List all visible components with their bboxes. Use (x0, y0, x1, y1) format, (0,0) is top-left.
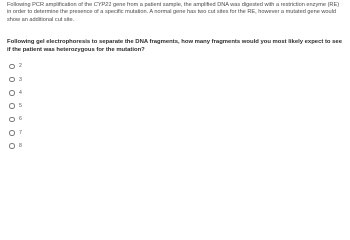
radio-button-icon[interactable] (9, 117, 15, 123)
answer-option[interactable] (9, 100, 344, 113)
answer-option[interactable] (9, 60, 344, 73)
answer-option[interactable] (9, 139, 344, 152)
answer-options (9, 60, 344, 153)
intro-text-part1: Following PCR amplification of the (7, 2, 94, 8)
answer-option-label: 6 (19, 116, 22, 123)
answer-option-label: 8 (19, 143, 22, 150)
radio-button-icon[interactable] (9, 90, 15, 96)
answer-option[interactable] (9, 86, 344, 99)
question-prompt (7, 38, 344, 54)
answer-option-label: 5 (19, 103, 22, 110)
radio-button-icon[interactable] (9, 77, 15, 83)
answer-option-label: 7 (19, 129, 22, 136)
answer-option-label: 2 (19, 63, 22, 70)
radio-button-icon[interactable] (9, 64, 15, 70)
gene-name: CYP21 (93, 2, 112, 8)
answer-option[interactable] (9, 126, 344, 139)
prompt-text: Following gel electrophoresis to separate the DNA fragments, how many fragments would you most likely expect to see if the patient was heterozygous for the mutation? (7, 39, 342, 54)
radio-button-icon[interactable] (9, 130, 15, 136)
answer-option-label: 4 (19, 89, 22, 96)
radio-button-icon[interactable] (9, 143, 15, 149)
answer-option[interactable] (9, 113, 344, 126)
question-intro (7, 2, 344, 24)
answer-option-label: 3 (19, 76, 22, 83)
radio-button-icon[interactable] (9, 103, 15, 109)
intro-text-part2: gene from a patient sample, the amplified DNA was digested with a restriction enzyme (RE) in order to determine the presence of a specific mutation. A normal gene has two cut sites for the RE, however a mutated gene would show an additional cut site. (7, 2, 340, 23)
answer-option[interactable] (9, 73, 344, 86)
